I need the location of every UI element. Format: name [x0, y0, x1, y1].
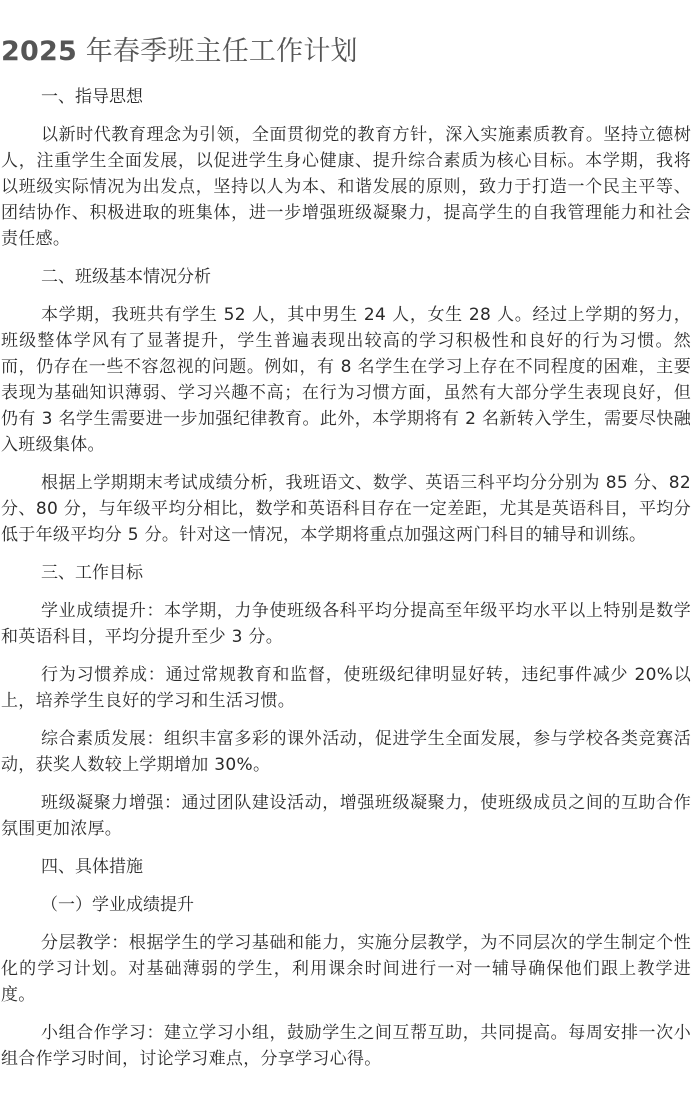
- paragraph-group-learning: 小组合作学习：建立学习小组，鼓励学生之间互帮互助，共同提高。每周安排一次小组合作学习时间，讨论学习难点，分享学习心得。: [1, 1023, 691, 1069]
- section-heading-measures: 四、具体措施: [41, 857, 143, 877]
- paragraph-goal-academic: 学业成绩提升：本学期，力争使班级各科平均分提高至年级平均水平以上特别是数学和英语科目，平均分提升至少 3 分。: [1, 601, 691, 647]
- title-year: 2025: [1, 36, 77, 67]
- subsection-heading-academic: （一）学业成绩提升: [41, 895, 194, 915]
- paragraph-tiered-teaching: 分层教学：根据学生的学习基础和能力，实施分层教学，为不同层次的学生制定个性化的学习计划。对基础薄弱的学生，利用课余时间进行一对一辅导确保他们跟上教学进度。: [1, 933, 691, 1005]
- section-heading-guiding-ideology: 一、指导思想: [41, 87, 143, 107]
- paragraph-goal-quality: 综合素质发展：组织丰富多彩的课外活动，促进学生全面发展，参与学校各类竞赛活动，获奖人数较上学期增加 30%。: [1, 729, 691, 775]
- document-title: [1, 32, 691, 72]
- section-heading-work-goals: 三、工作目标: [41, 563, 143, 583]
- title-text: 年春季班主任工作计划: [76, 36, 358, 67]
- paragraph-goal-behavior: 行为习惯养成：通过常规教育和监督，使班级纪律明显好转，违纪事件减少 20%以上，培养学生良好的学习和生活习惯。: [1, 665, 691, 711]
- paragraph-exam-analysis: 根据上学期期末考试成绩分析，我班语文、数学、英语三科平均分分别为 85 分、82 分、80 分，与年级平均分相比，数学和英语科目存在一定差距，尤其是英语科目，平均分低于年级平均分 5 分。针对这一情况，本学期将重点加强这两门科目的辅导和训练。: [1, 473, 691, 545]
- section-heading-class-analysis: 二、班级基本情况分析: [41, 267, 211, 287]
- paragraph-class-overview: 本学期，我班共有学生 52 人，其中男生 24 人，女生 28 人。经过上学期的努力，班级整体学风有了显著提升，学生普遍表现出较高的学习积极性和良好的行为习惯。然而，仍存在一些不容忽视的问题。例如，有 8 名学生在学习上存在不同程度的困难，主要表现为基础知识薄弱、学习兴趣不高；在行为习惯方面，虽然有大部分学生表现良好，但仍有 3 名学生需要进一步加强纪律教育。此外，本学期将有 2 名新转入学生，需要尽快融入班级集体。: [1, 305, 691, 455]
- paragraph-goal-cohesion: 班级凝聚力增强：通过团队建设活动，增强班级凝聚力，使班级成员之间的互助合作氛围更加浓厚。: [1, 793, 691, 839]
- paragraph-guiding-ideology: 以新时代教育理念为引领，全面贯彻党的教育方针，深入实施素质教育。坚持立德树人，注重学生全面发展，以促进学生身心健康、提升综合素质为核心目标。本学期，我将以班级实际情况为出发点，坚持以人为本、和谐发展的原则，致力于打造一个民主平等、团结协作、积极进取的班集体，进一步增强班级凝聚力，提高学生的自我管理能力和社会责任感。: [1, 125, 691, 249]
